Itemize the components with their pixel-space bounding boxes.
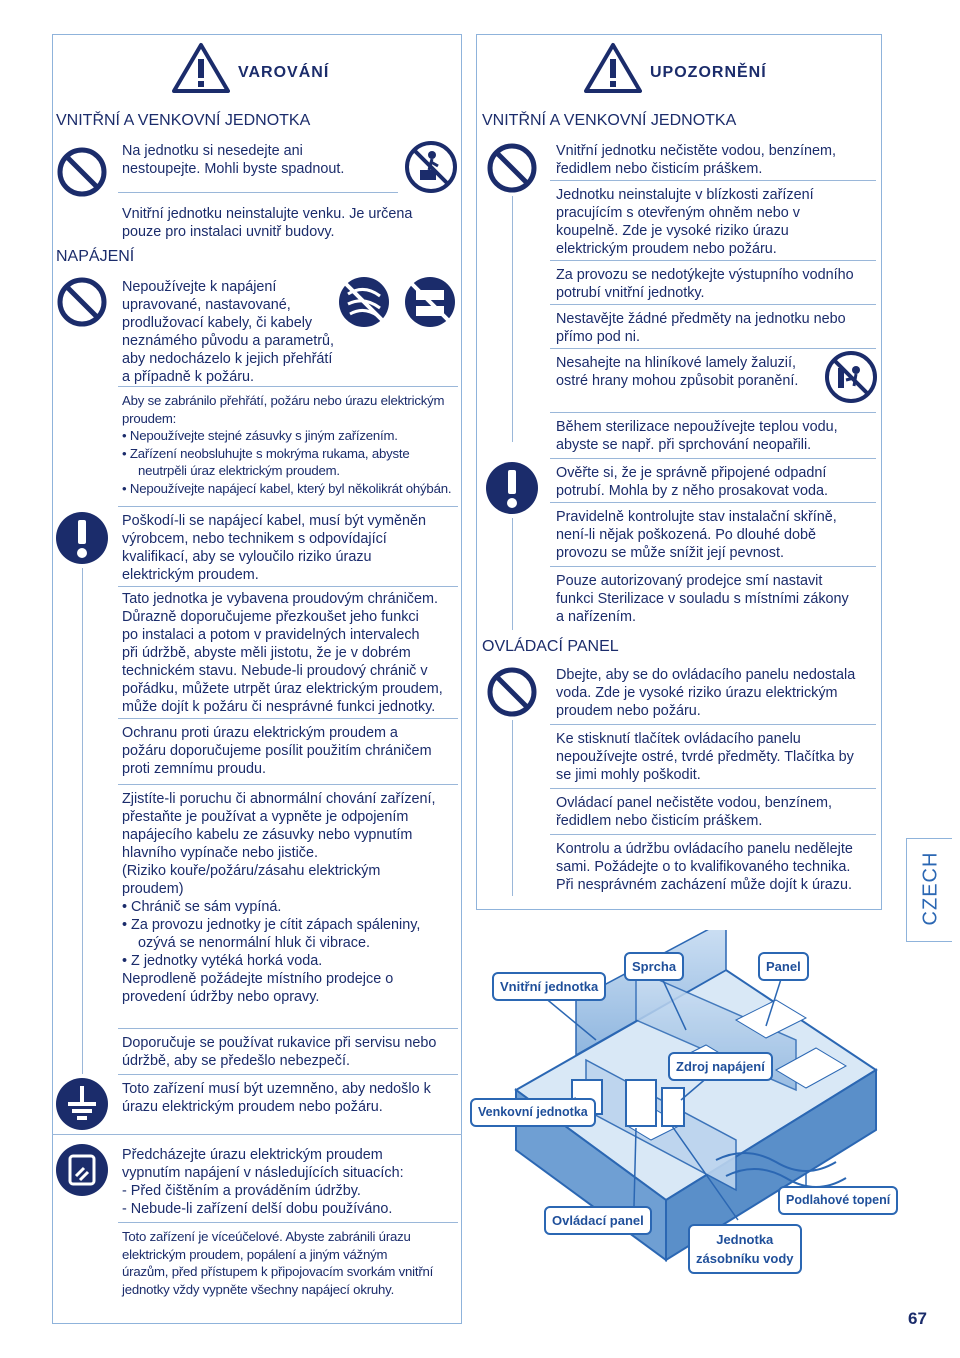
- divider: [550, 180, 876, 181]
- page-number: 67: [908, 1309, 927, 1328]
- text-no-water-cleaning: Vnitřní jednotku nečistěte vodou, benzínem, ředidlem nebo čisticím práškem.: [556, 143, 836, 177]
- timeline: [512, 196, 513, 442]
- timeline: [512, 518, 513, 630]
- divider: [118, 386, 458, 387]
- text-authorized-dealer: Pouze autorizovaný prodejce smí nastavit funkci Sterilizace v souladu s místními zákony a nařízením.: [556, 573, 849, 625]
- label-water-tank: Jednotka zásobníku vody: [688, 1224, 802, 1274]
- text-panel-buttons: Ke stisknutí tlačítek ovládacího panelu nepoužívejte ostré, tvrdé předměty. Tlačítka by se jimi mohly poškodit.: [556, 731, 854, 783]
- divider: [550, 724, 876, 725]
- exclamation-icon: [484, 460, 540, 516]
- text-grounding: Toto zařízení musí být uzemněno, aby nedošlo k úrazu elektrickým proudem nebo požáru.: [122, 1081, 431, 1115]
- label-shower: Sprcha: [624, 952, 684, 981]
- prohibition-icon: [486, 666, 538, 718]
- no-modified-cable-icon: [336, 274, 392, 330]
- prohibition-icon: [486, 142, 538, 194]
- label-control-panel: Ovládací panel: [544, 1206, 652, 1235]
- text-no-stepping: Na jednotku si nesedejte ani nestoupejte. Mohli byste spadnout.: [122, 143, 345, 177]
- timeline: [512, 720, 513, 896]
- language-tab-label: CZECH: [919, 851, 942, 926]
- caution-title: UPOZORNĚNÍ: [650, 64, 767, 81]
- no-touch-fins-icon: [824, 350, 878, 404]
- text-drain: Ověřte si, že je správně připojené odpadní potrubí. Mohla by z něho prosakovat voda.: [556, 465, 828, 499]
- text-no-objects: Nestavějte žádné předměty na jednotku nebo přímo pod ni.: [556, 311, 846, 345]
- divider: [118, 192, 398, 193]
- text-prevent-overheating: Aby se zabránilo přehřátí, požáru nebo úrazu elektrickým proudem: • Nepoužívejte stejné zásuvky s jiným zařízením. • Zařízení neobsluhujte s mokrýma rukama, abyste neutrpěli úraz elektrickým proudem. • Nepoužívejte napájecí kabel, který byl několikrát ohýbán.: [122, 392, 451, 497]
- caution-triangle-icon: [584, 42, 642, 94]
- divider: [52, 1134, 462, 1135]
- label-power-source: Zdroj napájení: [668, 1052, 773, 1081]
- timeline: [82, 568, 83, 1074]
- text-switch-off: Předcházejte úrazu elektrickým proudem vypnutím napájení v následujících situacích: - Před čištěním a prováděním údržby. - Nebude-li zařízení delší dobu používáno.: [122, 1147, 404, 1217]
- no-standing-on-unit-icon: [404, 140, 458, 194]
- divider: [550, 566, 876, 567]
- label-indoor-unit: Vnitřní jednotka: [492, 972, 606, 1001]
- label-outdoor-unit: Venkovní jednotka: [470, 1098, 596, 1127]
- no-multi-socket-icon: [402, 274, 458, 330]
- text-panel-maintenance: Kontrolu a údržbu ovládacího panelu nedělejte sami. Požádejte o to kvalifikovaného technika. Při nesprávném zacházení může dojít k úrazu.: [556, 841, 853, 893]
- section-indoor-outdoor-right: VNITŘNÍ A VENKOVNÍ JEDNOTKA: [482, 112, 737, 129]
- divider: [550, 412, 876, 413]
- text-panel-water: Dbejte, aby se do ovládacího panelu nedostala voda. Zde je vysoké riziko úrazu elektrickým proudem nebo požáru.: [556, 667, 856, 719]
- divider: [550, 458, 876, 459]
- warning-title: VAROVÁNÍ: [238, 64, 330, 81]
- divider: [118, 1222, 458, 1223]
- divider: [550, 304, 876, 305]
- text-indoor-install: Vnitřní jednotku neinstalujte venku. Je určena pouze pro instalaci uvnitř budovy.: [122, 206, 413, 240]
- prohibition-icon: [56, 146, 108, 198]
- divider: [118, 784, 458, 785]
- text-sterilization: Během sterilizace nepoužívejte teplou vodu, abyste se např. při sprchování neopařili.: [556, 419, 838, 453]
- divider: [550, 260, 876, 261]
- label-floor-heating: Podlahové topení: [778, 1186, 898, 1215]
- text-no-open-fire: Jednotku neinstalujte v blízkosti zařízení pracujícím s otevřeným ohněm nebo v koupelně. Zde je vysoké riziko úrazu elektrickým proudem nebo požáru.: [556, 187, 814, 257]
- text-rcd: Tato jednotka je vybavena proudovým chráničem. Důrazně doporučujeme přezkoušet jeho funkci po instalaci a potom v pravidelných intervalech při údržbě, abyste měli jistotu, že je v dobrém technickém stavu. Nebude-li proudový chránič v pořádku, můžete utrpět úraz elektrickým proudem, může dojít k požáru či nesprávné funkci jednotky.: [122, 591, 443, 715]
- section-control-panel: OVLÁDACÍ PANEL: [482, 638, 619, 655]
- text-no-touch-pipe: Za provozu se nedotýkejte výstupního vodního potrubí vnitřní jednotky.: [556, 267, 854, 301]
- divider: [550, 502, 876, 503]
- divider: [118, 1074, 458, 1075]
- text-check-cabinet: Pravidelně kontrolujte stav instalační skříně, není-li nějak poškozená. Po dlouhé době provozu se může snížit její pevnost.: [556, 509, 837, 561]
- label-panel: Panel: [758, 952, 809, 981]
- section-indoor-outdoor-left: VNITŘNÍ A VENKOVNÍ JEDNOTKA: [56, 112, 311, 129]
- text-panel-clean: Ovládací panel nečistěte vodou, benzínem, ředidlem nebo čisticím práškem.: [556, 795, 832, 829]
- text-multipurpose: Toto zařízení je víceúčelové. Abyste zabránili úrazu elektrickým proudem, popálení a jiným vážným úrazům, před přístupem k připojovacím svorkám vnitřní jednotky vždy vypněte všechny napájecí okruhy.: [122, 1229, 434, 1297]
- divider: [118, 718, 458, 719]
- language-tab: [906, 838, 952, 942]
- warning-triangle-icon: [172, 42, 230, 94]
- ground-icon: [54, 1076, 110, 1132]
- text-malfunction: Zjistíte-li poruchu či abnormální chování zařízení, přestaňte je používat a vypněte je odpojením napájecího kabelu ze zásuvky nebo vypnutím hlavního vypínače nebo jističe. (Riziko kouře/požáru/zásahu elektrickým proudem) • Chránič se sám vypíná. • Za provozu jednotky je cítit zápach spáleniny, ozývá se nenormální hluk či vibrace. • Z jednotky vytéká horká voda. Neprodleně požádejte místního prodejce o provedení údržby nebo opravy.: [122, 790, 436, 1006]
- text-no-modified-cables: Nepoužívejte k napájení upravované, nastavované, prodlužovací kabely, či kabely neznámého původu a parametrů, aby nedocházelo k jejich přehřátí a případně k požáru.: [122, 279, 335, 385]
- divider: [550, 788, 876, 789]
- divider: [118, 506, 458, 507]
- divider: [118, 1028, 458, 1029]
- exclamation-icon: [54, 510, 110, 566]
- section-power: NAPÁJENÍ: [56, 248, 135, 265]
- text-gloves: Doporučuje se používat rukavice při servisu nebo údržbě, aby se předešlo nebezpečí.: [122, 1035, 437, 1069]
- divider: [118, 586, 458, 587]
- divider: [550, 348, 876, 349]
- text-damaged-cable: Poškodí-li se napájecí kabel, musí být vyměněn výrobcem, nebo technikem s odpovídající kvalifikací, aby se vyloučilo riziko úrazu elektrickým proudem.: [122, 513, 426, 583]
- prohibition-icon: [56, 276, 108, 328]
- unplug-icon: [54, 1142, 110, 1198]
- text-earth-leakage: Ochranu proti úrazu elektrickým proudem a požáru doporučujeme posílit použitím chráničem proti zemnímu proudu.: [122, 725, 432, 777]
- text-fins: Nesahejte na hliníkové lamely žaluzií, ostré hrany mohou způsobit poranění.: [556, 355, 799, 389]
- divider: [550, 834, 876, 835]
